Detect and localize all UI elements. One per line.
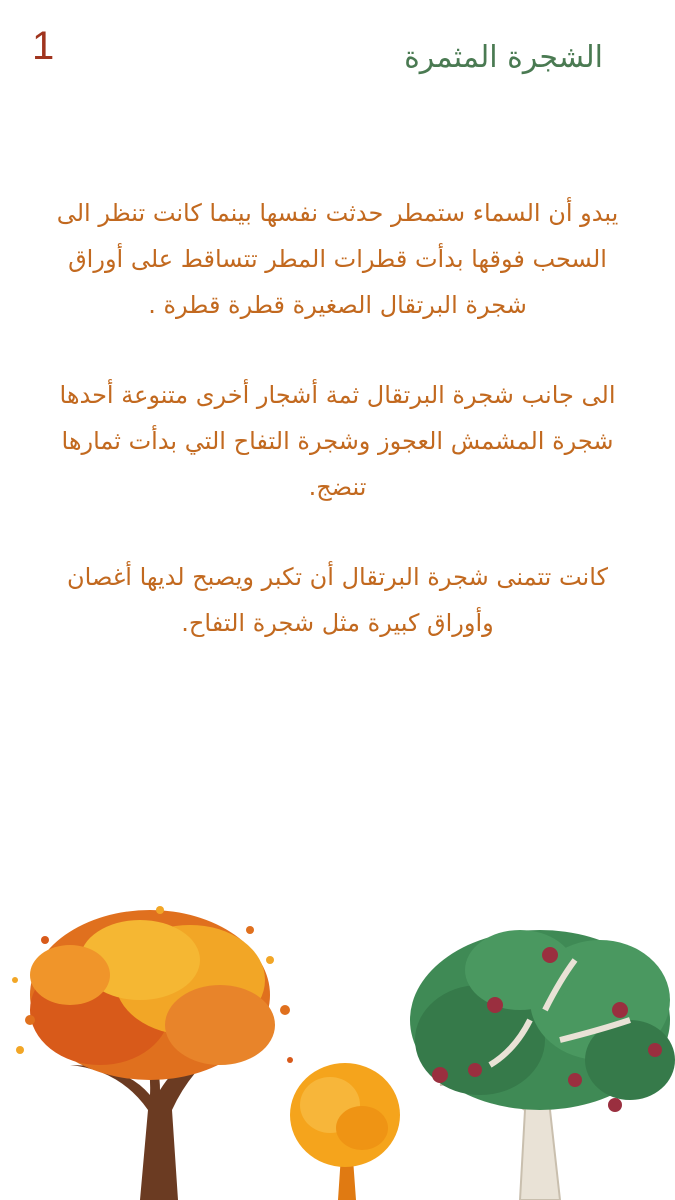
story-paragraph-3: كانت تتمنى شجرة البرتقال أن تكبر ويصبح لديها أغصان وأوراق كبيرة مثل شجرة التفاح. <box>67 563 608 637</box>
story-text <box>40 190 635 690</box>
trees-illustration <box>0 900 675 1200</box>
story-paragraph-2: الى جانب شجرة البرتقال ثمة أشجار أخرى متنوعة أحدها شجرة المشمش العجوز وشجرة التفاح التي بدأت ثمارها تنضج. <box>59 381 616 501</box>
small-orange-tree-icon <box>290 1063 400 1200</box>
page-number: 1 <box>32 24 55 68</box>
apple-tree-icon <box>410 930 675 1200</box>
story-paragraph-1: يبدو أن السماء ستمطر حدثت نفسها بينما كانت تنظر الى السحب فوقها بدأت قطرات المطر تتساقط على أوراق شجرة البرتقال الصغيرة قطرة قطرة . <box>56 199 619 319</box>
story-title: الشجرة المثمرة <box>404 40 603 75</box>
autumn-apricot-tree-icon <box>12 906 293 1200</box>
